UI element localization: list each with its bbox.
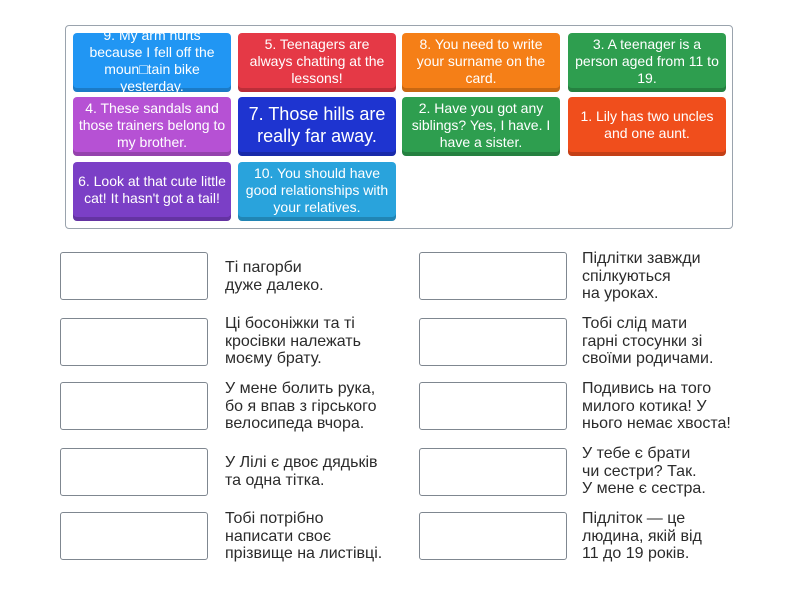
- answer-card-7[interactable]: [238, 97, 396, 156]
- answer-card-10[interactable]: [238, 162, 396, 221]
- drop-slot-5[interactable]: [60, 382, 208, 430]
- drop-slot-7[interactable]: [60, 448, 208, 496]
- card-label: 4. These sandals and those trainers belong to my brother.: [78, 99, 226, 150]
- target-text-10: Підліток — це людина, якій від 11 до 19 років.: [582, 510, 702, 562]
- card-label: 6. Look at that cute little cat! It hasn't got a tail!: [78, 173, 226, 206]
- target-text-1: Ті пагорби дуже далеко.: [225, 259, 324, 294]
- target-text-2: Підлітки завжди спілкуються на уроках.: [582, 250, 701, 302]
- answer-card-5[interactable]: [238, 33, 396, 92]
- answer-card-1[interactable]: [568, 97, 726, 156]
- card-label: 1. Lily has two uncles and one aunt.: [580, 108, 714, 141]
- drop-slot-2[interactable]: [419, 252, 567, 300]
- card-label: 10. You should have good relationships with your relatives.: [245, 164, 389, 215]
- drop-slot-8[interactable]: [419, 448, 567, 496]
- drop-slot-10[interactable]: [419, 512, 567, 560]
- answer-card-8[interactable]: [402, 33, 560, 92]
- card-label: 2. Have you got any siblings? Yes, I have. I have a sister.: [411, 99, 551, 150]
- answer-card-3[interactable]: [568, 33, 726, 92]
- card-label: 9. My arm hurts because I fell off the moun□tain bike yesterday.: [89, 27, 215, 94]
- answer-card-4[interactable]: [73, 97, 231, 156]
- answer-card-9[interactable]: [73, 27, 231, 94]
- target-text-3: Ці босоніжки та ті кросівки належать моєму брату.: [225, 315, 361, 367]
- target-text-8: У тебе є брати чи сестри? Так. У мене є сестра.: [582, 445, 706, 497]
- card-label: 8. You need to write your surname on the card.: [416, 35, 546, 86]
- answer-card-2[interactable]: [402, 97, 560, 156]
- card-label: 5. Teenagers are always chatting at the lessons!: [249, 35, 385, 86]
- target-text-9: Тобі потрібно написати своє прізвище на листівці.: [225, 510, 383, 562]
- target-text-7: У Лілі є двоє дядьків та одна тітка.: [225, 454, 378, 489]
- answer-card-6[interactable]: [73, 162, 231, 221]
- target-text-4: Тобі слід мати гарні стосунки зі своїми родичами.: [582, 315, 714, 367]
- drop-slot-1[interactable]: [60, 252, 208, 300]
- drop-slot-9[interactable]: [60, 512, 208, 560]
- drop-slot-4[interactable]: [419, 318, 567, 366]
- drop-slot-3[interactable]: [60, 318, 208, 366]
- target-text-5: У мене болить рука, бо я впав з гірського велосипеда вчора.: [225, 380, 377, 432]
- drop-slot-6[interactable]: [419, 382, 567, 430]
- card-label: 3. A teenager is a person aged from 11 to 19.: [575, 35, 719, 86]
- card-label: 7. Those hills are really far away.: [248, 104, 386, 146]
- target-text-6: Подивись на того милого котика! У нього немає хвоста!: [582, 380, 731, 432]
